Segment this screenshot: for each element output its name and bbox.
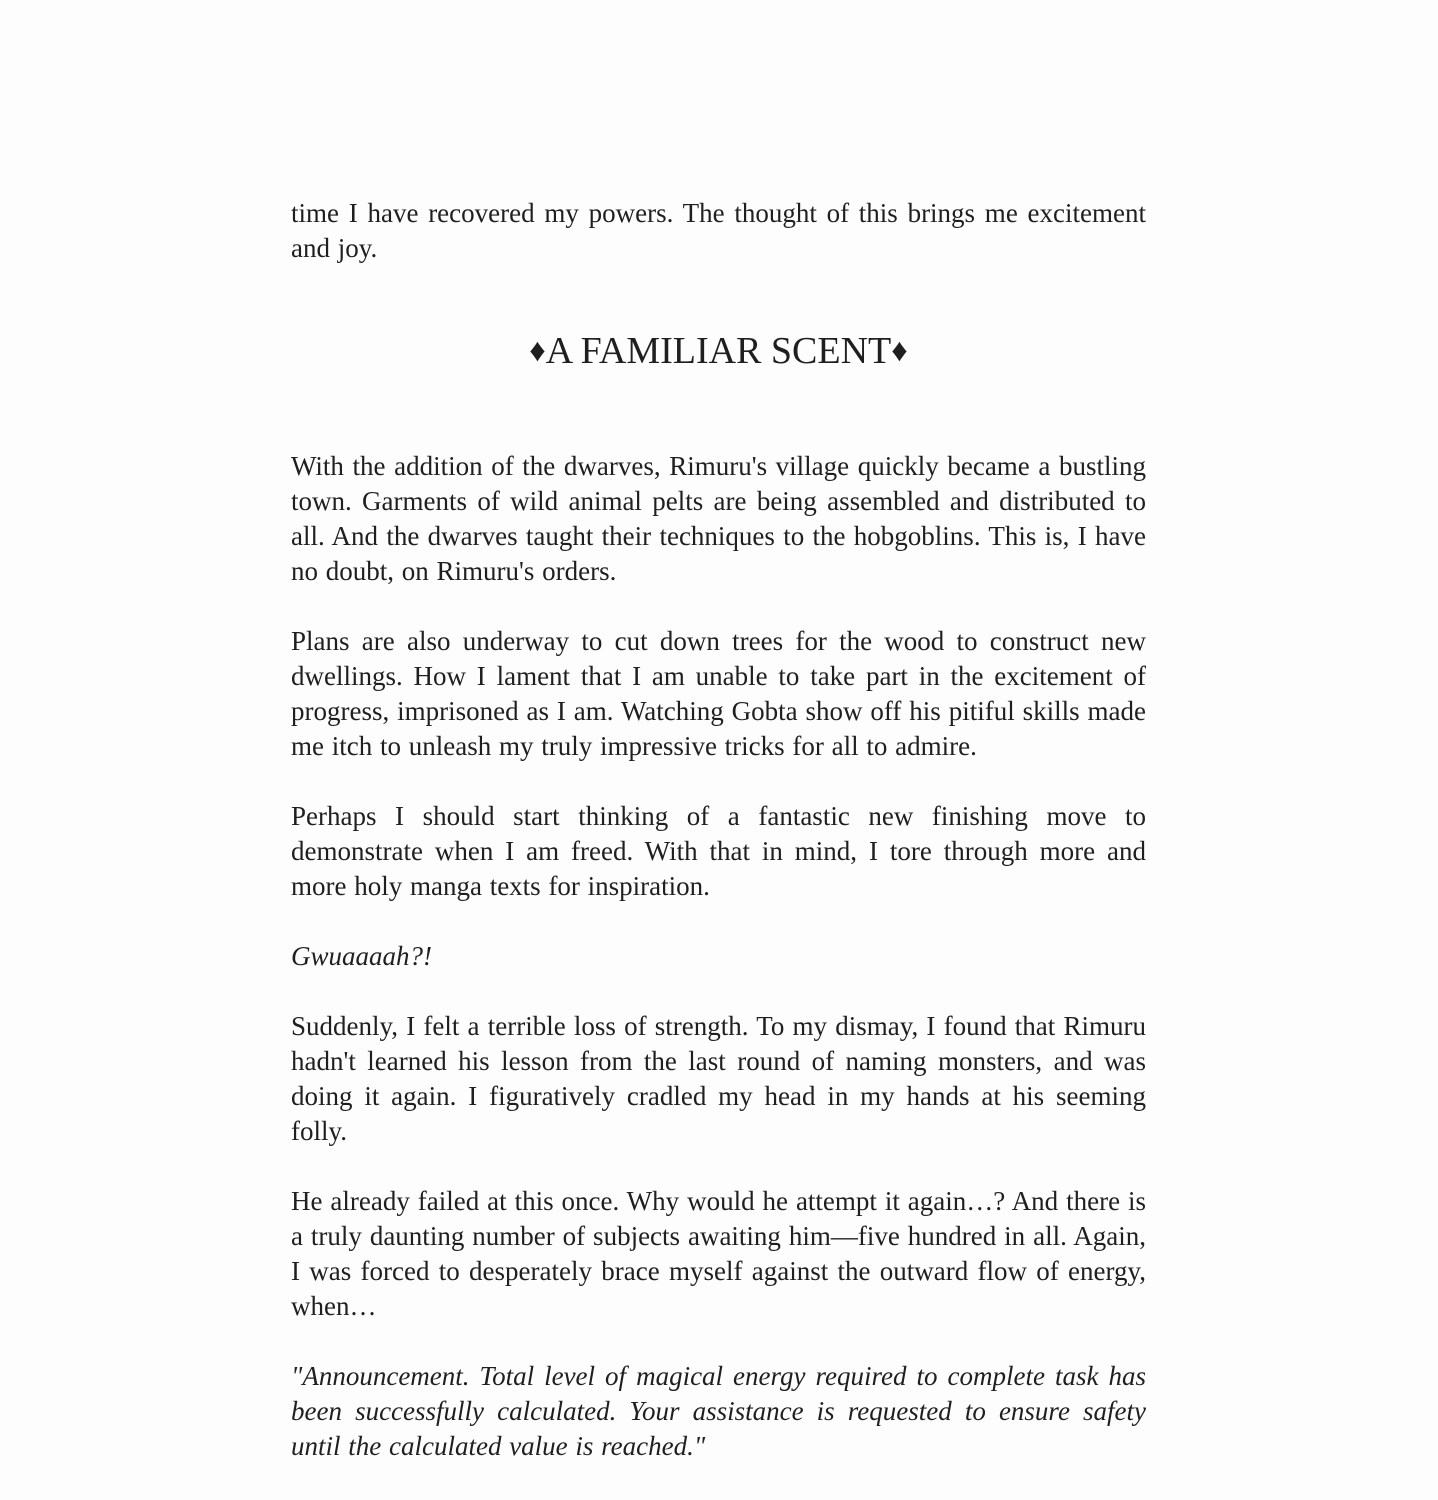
diamond-icon: ♦ xyxy=(891,332,908,368)
body-paragraph: He already failed at this once. Why would he attempt it again…? And there is a truly daunting number of subjects awaiting him—five hundred in all. Again, I was forced to desperately brace myself against the outward flow of energy, when… xyxy=(291,1186,1146,1321)
body-paragraph: With the addition of the dwarves, Rimuru's village quickly became a bustling town. Garments of wild animal pelts are being assembled and distributed to all. And the dwarves taught their techniques to the hobgoblins. This is, I have no doubt, on Rimuru's orders. xyxy=(291,451,1146,586)
continuation-paragraph: time I have recovered my powers. The thought of this brings me excitement and joy. xyxy=(291,198,1146,263)
body-paragraph: Plans are also underway to cut down trees for the wood to construct new dwellings. How I lament that I am unable to take part in the excitement of progress, imprisoned as I am. Watching Gobta show off his pitiful skills made me itch to unleash my truly impressive tricks for all to admire. xyxy=(291,626,1146,761)
diamond-icon: ♦ xyxy=(529,332,546,368)
body-paragraph: Suddenly, I felt a terrible loss of strength. To my dismay, I found that Rimuru hadn't learned his lesson from the last round of naming monsters, and was doing it again. I figuratively cradled my head in my hands at his seeming folly. xyxy=(291,1011,1146,1146)
announcement-quote: "Announcement. Total level of magical energy required to complete task has been successfully calculated. Your assistance is requested to ensure safety until the calculated value is reached." xyxy=(291,1361,1146,1461)
onomatopoeia-line: Gwuaaaah?! xyxy=(291,941,432,971)
section-title: A FAMILIAR SCENT xyxy=(545,330,892,372)
section-heading xyxy=(291,326,1146,377)
body-paragraph: Perhaps I should start thinking of a fantastic new finishing move to demonstrate when I am freed. With that in mind, I tore through more and more holy manga texts for inspiration. xyxy=(291,801,1146,901)
